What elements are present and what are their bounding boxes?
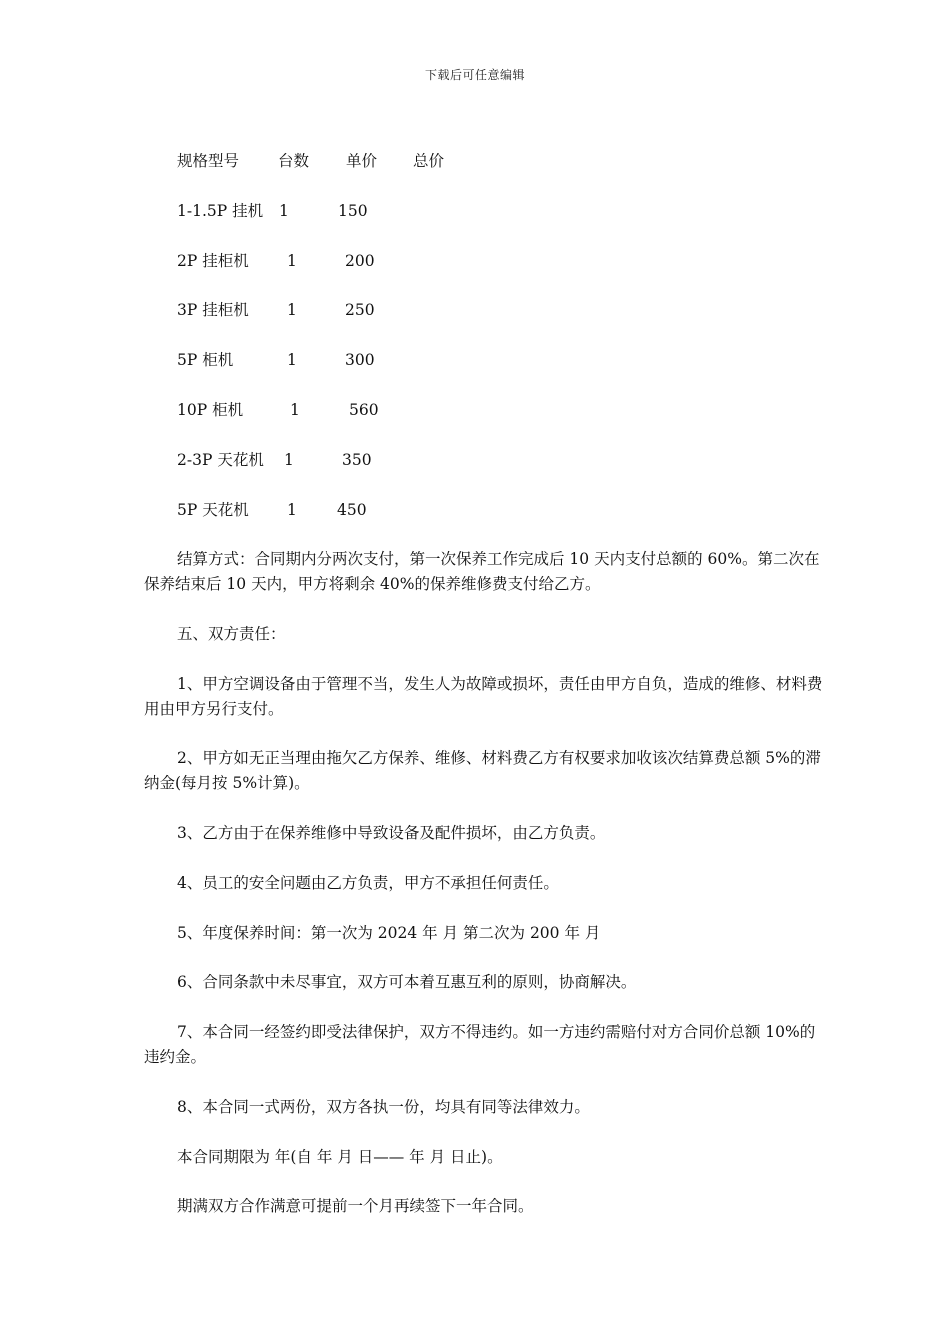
row-price: 350 <box>342 451 372 469</box>
row-qty: 1 <box>284 451 294 469</box>
settlement-paragraph: 结算方式：合同期内分两次支付，第一次保养工作完成后 10 天内支付总额的 60%。第二次在保养结束后 10 天内，甲方将剩余 40%的保养维修费支付给乙方。 <box>144 550 820 593</box>
row-model: 2-3P 天花机 <box>177 451 264 469</box>
clause-7: 7、本合同一经签约即受法律保护，双方不得违约。如一方违约需赔付对方合同价总额 10%的违约金。 <box>144 1023 816 1066</box>
clause-4: 4、员工的安全问题由乙方负责，甲方不承担任何责任。 <box>177 874 559 892</box>
row-qty: 1 <box>287 351 297 369</box>
column-header-unit-price: 单价 <box>346 152 378 170</box>
clause-5: 5、年度保养时间：第一次为 2024 年 月 第二次为 200 年 月 <box>177 924 601 942</box>
clause-6: 6、合同条款中未尽事宜，双方可本着互惠互利的原则，协商解决。 <box>177 973 637 991</box>
row-model: 5P 柜机 <box>177 351 234 369</box>
clause-2: 2、甲方如无正当理由拖欠乙方保养、维修、材料费乙方有权要求加收该次结算费总额 5%的滞纳金(每月按 5%计算)。 <box>144 749 821 792</box>
row-model: 2P 挂柜机 <box>177 252 249 270</box>
section-title-responsibilities: 五、双方责任： <box>177 625 286 643</box>
renewal-note: 期满双方合作满意可提前一个月再续签下一年合同。 <box>177 1197 534 1215</box>
row-qty: 1 <box>290 401 300 419</box>
column-header-model: 规格型号 <box>177 152 240 170</box>
row-price: 200 <box>345 252 375 270</box>
row-qty: 1 <box>287 501 297 519</box>
row-qty: 1 <box>287 301 297 319</box>
row-price: 450 <box>337 501 367 519</box>
row-qty: 1 <box>279 202 289 220</box>
clause-8: 8、本合同一式两份，双方各执一份，均具有同等法律效力。 <box>177 1098 590 1116</box>
row-model: 10P 柜机 <box>177 401 244 419</box>
row-price: 250 <box>345 301 375 319</box>
contract-term: 本合同期限为 年(自 年 月 日—— 年 月 日止)。 <box>177 1148 503 1166</box>
page-header: 下载后可任意编辑 <box>424 68 525 82</box>
row-model: 5P 天花机 <box>177 501 249 519</box>
column-header-total-price: 总价 <box>413 152 445 170</box>
row-price: 300 <box>345 351 375 369</box>
row-qty: 1 <box>287 252 297 270</box>
clause-1: 1、甲方空调设备由于管理不当，发生人为故障或损坏，责任由甲方自负，造成的维修、材料费用由甲方另行支付。 <box>144 675 823 718</box>
row-model: 1-1.5P 挂机 <box>177 202 264 220</box>
row-price: 150 <box>338 202 368 220</box>
row-model: 3P 挂柜机 <box>177 301 249 319</box>
clause-3: 3、乙方由于在保养维修中导致设备及配件损坏，由乙方负责。 <box>177 824 606 842</box>
row-price: 560 <box>349 401 379 419</box>
column-header-qty: 台数 <box>278 152 310 170</box>
